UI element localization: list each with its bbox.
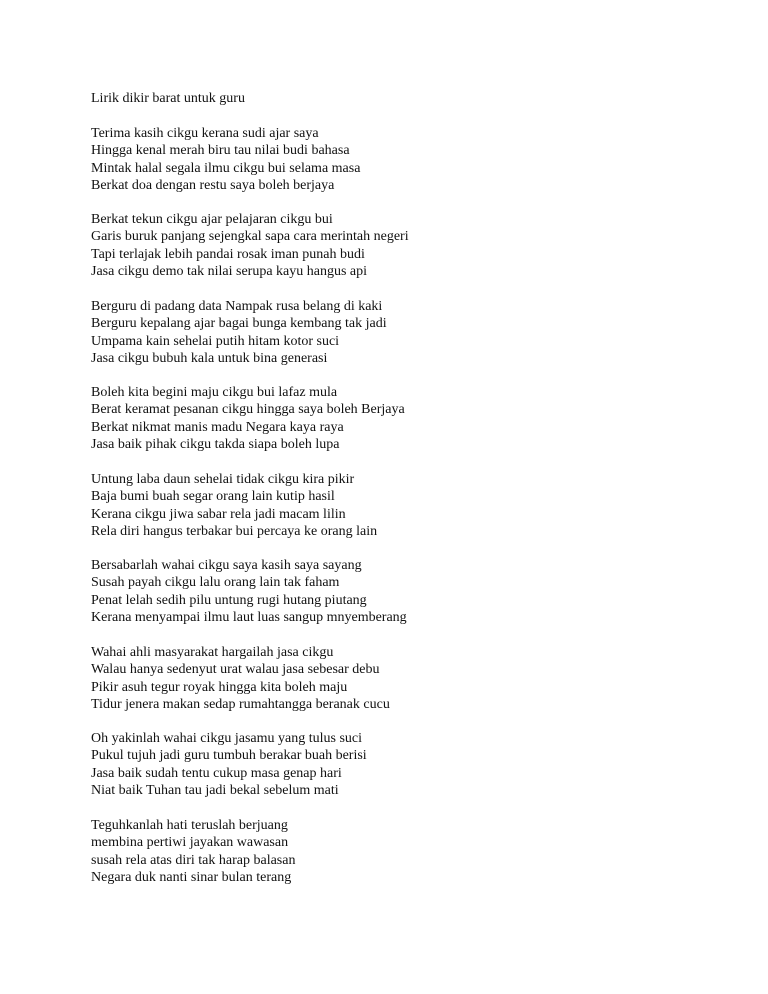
stanza-line: Berkat tekun cikgu ajar pelajaran cikgu bui [91,212,333,227]
stanza-3 [91,298,387,368]
stanza-2 [91,211,409,281]
stanza-line: Jasa baik sudah tentu cukup masa genap hari [91,765,342,781]
stanza-line: Walau hanya sedenyut urat walau jasa sebesar debu [91,662,380,678]
stanza-line: Berkat nikmat manis madu Negara kaya raya [91,419,344,435]
stanza-line: membina pertiwi jayakan wawasan [91,835,289,851]
stanza-line: Tidur jenera makan sedap rumahtangga beranak cucu [91,697,390,713]
stanza-line: Niat baik Tuhan tau jadi bekal sebelum mati [91,783,339,799]
stanza-9 [91,817,295,887]
stanza-line: Jasa cikgu bubuh kala untuk bina generasi [91,351,328,367]
stanza-line: Pikir asuh tegur royak hingga kita boleh maju [91,679,348,695]
stanza-5 [91,471,377,541]
stanza-line: Terima kasih cikgu kerana sudi ajar saya [91,126,319,141]
stanza-line: Teguhkanlah hati teruslah berjuang [91,818,288,833]
stanza-line: Bersabarlah wahai cikgu saya kasih saya sayang [91,558,362,573]
stanza-line: Baja bumi buah segar orang lain kutip hasil [91,489,335,505]
stanza-line: Berguru di padang data Nampak rusa belang di kaki [91,299,383,314]
stanza-line: Jasa baik pihak cikgu takda siapa boleh lupa [91,437,340,453]
stanza-line: Garis buruk panjang sejengkal sapa cara merintah negeri [91,229,409,245]
stanza-line: Rela diri hangus terbakar bui percaya ke orang lain [91,524,378,540]
stanza-line: susah rela atas diri tak harap balasan [91,852,296,868]
stanza-line: Mintak halal segala ilmu cikgu bui selama masa [91,160,361,176]
stanza-line: Pukul tujuh jadi guru tumbuh berakar buah berisi [91,748,367,764]
document-title: Lirik dikir barat untuk guru [91,91,245,106]
stanza-line: Boleh kita begini maju cikgu bui lafaz mula [91,385,338,400]
stanza-line: Susah payah cikgu lalu orang lain tak faham [91,575,340,591]
stanza-line: Berat keramat pesanan cikgu hingga saya boleh Berjaya [91,402,405,418]
stanza-1 [91,125,360,195]
stanza-line: Tapi terlajak lebih pandai rosak iman punah budi [91,246,365,262]
stanza-line: Penat lelah sedih pilu untung rugi hutang piutang [91,592,367,608]
stanza-line: Untung laba daun sehelai tidak cikgu kira pikir [91,472,355,487]
stanza-6 [91,557,407,627]
stanza-line: Wahai ahli masyarakat hargailah jasa cikgu [91,645,334,660]
stanza-line: Jasa cikgu demo tak nilai serupa kayu hangus api [91,264,368,280]
stanza-line: Berkat doa dengan restu saya boleh berjaya [91,178,335,194]
stanza-7 [91,644,390,714]
stanza-line: Hingga kenal merah biru tau nilai budi bahasa [91,143,350,159]
stanza-line: Umpama kain sehelai putih hitam kotor suci [91,333,340,349]
stanza-8 [91,730,367,800]
stanza-line: Kerana menyampai ilmu laut luas sangup mnyemberang [91,610,407,626]
stanza-line: Oh yakinlah wahai cikgu jasamu yang tulus suci [91,731,362,746]
stanza-4 [91,384,405,454]
stanza-line: Negara duk nanti sinar bulan terang [91,870,292,886]
stanza-line: Kerana cikgu jiwa sabar rela jadi macam lilin [91,506,346,522]
stanza-line: Berguru kepalang ajar bagai bunga kembang tak jadi [91,316,387,332]
